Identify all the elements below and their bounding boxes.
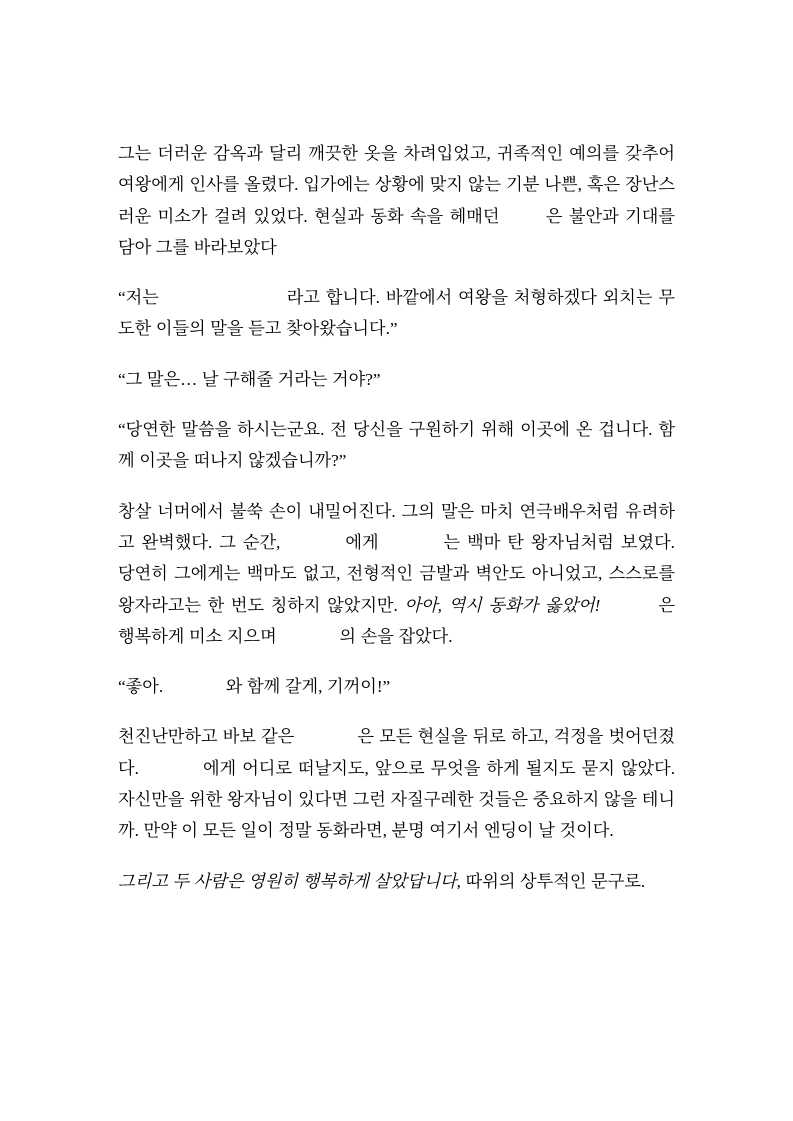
paragraph: “당연한 말씀을 하시는군요. 전 당신을 구원하기 위해 이곳에 온 겁니다. 함께 이곳을 떠나지 않겠습니까?” bbox=[118, 420, 675, 471]
emphasis-text: 아아, 역시 동화가 옳았어! bbox=[404, 595, 601, 615]
paragraph: “그 말은… 날 구해줄 거라는 거야?” bbox=[118, 369, 381, 389]
paragraph: 그리고 두 사람은 영원히 행복하게 살았답니다, 따위의 상투적인 문구로. bbox=[118, 871, 646, 891]
emphasis-text: 그리고 두 사람은 영원히 행복하게 살았답니다 bbox=[118, 871, 457, 891]
redacted-gap bbox=[145, 753, 203, 784]
document-body bbox=[118, 138, 675, 897]
paragraph: “좋아. 와 함께 갈게, 기꺼이!” bbox=[118, 671, 675, 702]
paragraph: 창살 너머에서 불쑥 손이 내밀어진다. 그의 말은 마치 연극배우처럼 유려하고 완벽했다. 그 순간, 에게 는 백마 탄 왕자님처럼 보였다. 당연히 그에게는 백마도 없고, 전형적인 금발과 벽안도 아니었고, 스스로를 왕자라고는 한 번도 칭하지 않았지만. 아아, 역시 동화가 옳았어! 은 행복하게 미소 지으며 의 손을 잡았다. bbox=[118, 496, 675, 652]
paragraph: 그는 더러운 감옥과 달리 깨끗한 옷을 차려입었고, 귀족적인 예의를 갖추어 여왕에게 인사를 올렸다. 입가에는 상황에 맞지 않는 기분 나쁜, 혹은 장난스러운 미소가 걸려 있었다. 현실과 동화 속을 헤매던 은 불안과 기대를 담아 그를 바라보았다 bbox=[118, 144, 675, 257]
redacted-gap bbox=[600, 590, 658, 621]
redacted-gap bbox=[287, 527, 345, 558]
redacted-gap bbox=[168, 671, 226, 702]
redacted-gap bbox=[506, 201, 546, 232]
redacted-gap bbox=[281, 621, 339, 652]
paragraph: 천진난만하고 바보 같은 은 모든 현실을 뒤로 하고, 걱정을 벗어던졌다. 에게 어디로 떠날지도, 앞으로 무엇을 하게 될지도 묻지 않았다. 자신만을 위한 왕자님이 있다면 그런 자질구레한 것들은 중요하지 않을 테니까. 만약 이 모든 일이 정말 동화라면, 분명 여기서 엔딩이 날 것이다. bbox=[118, 721, 675, 846]
redacted-gap bbox=[300, 721, 358, 752]
redacted-gap bbox=[386, 527, 444, 558]
redacted-gap bbox=[165, 282, 287, 313]
paragraph: “저는 라고 합니다. 바깥에서 여왕을 처형하겠다 외치는 무도한 이들의 말을 듣고 찾아왔습니다.” bbox=[118, 282, 675, 345]
